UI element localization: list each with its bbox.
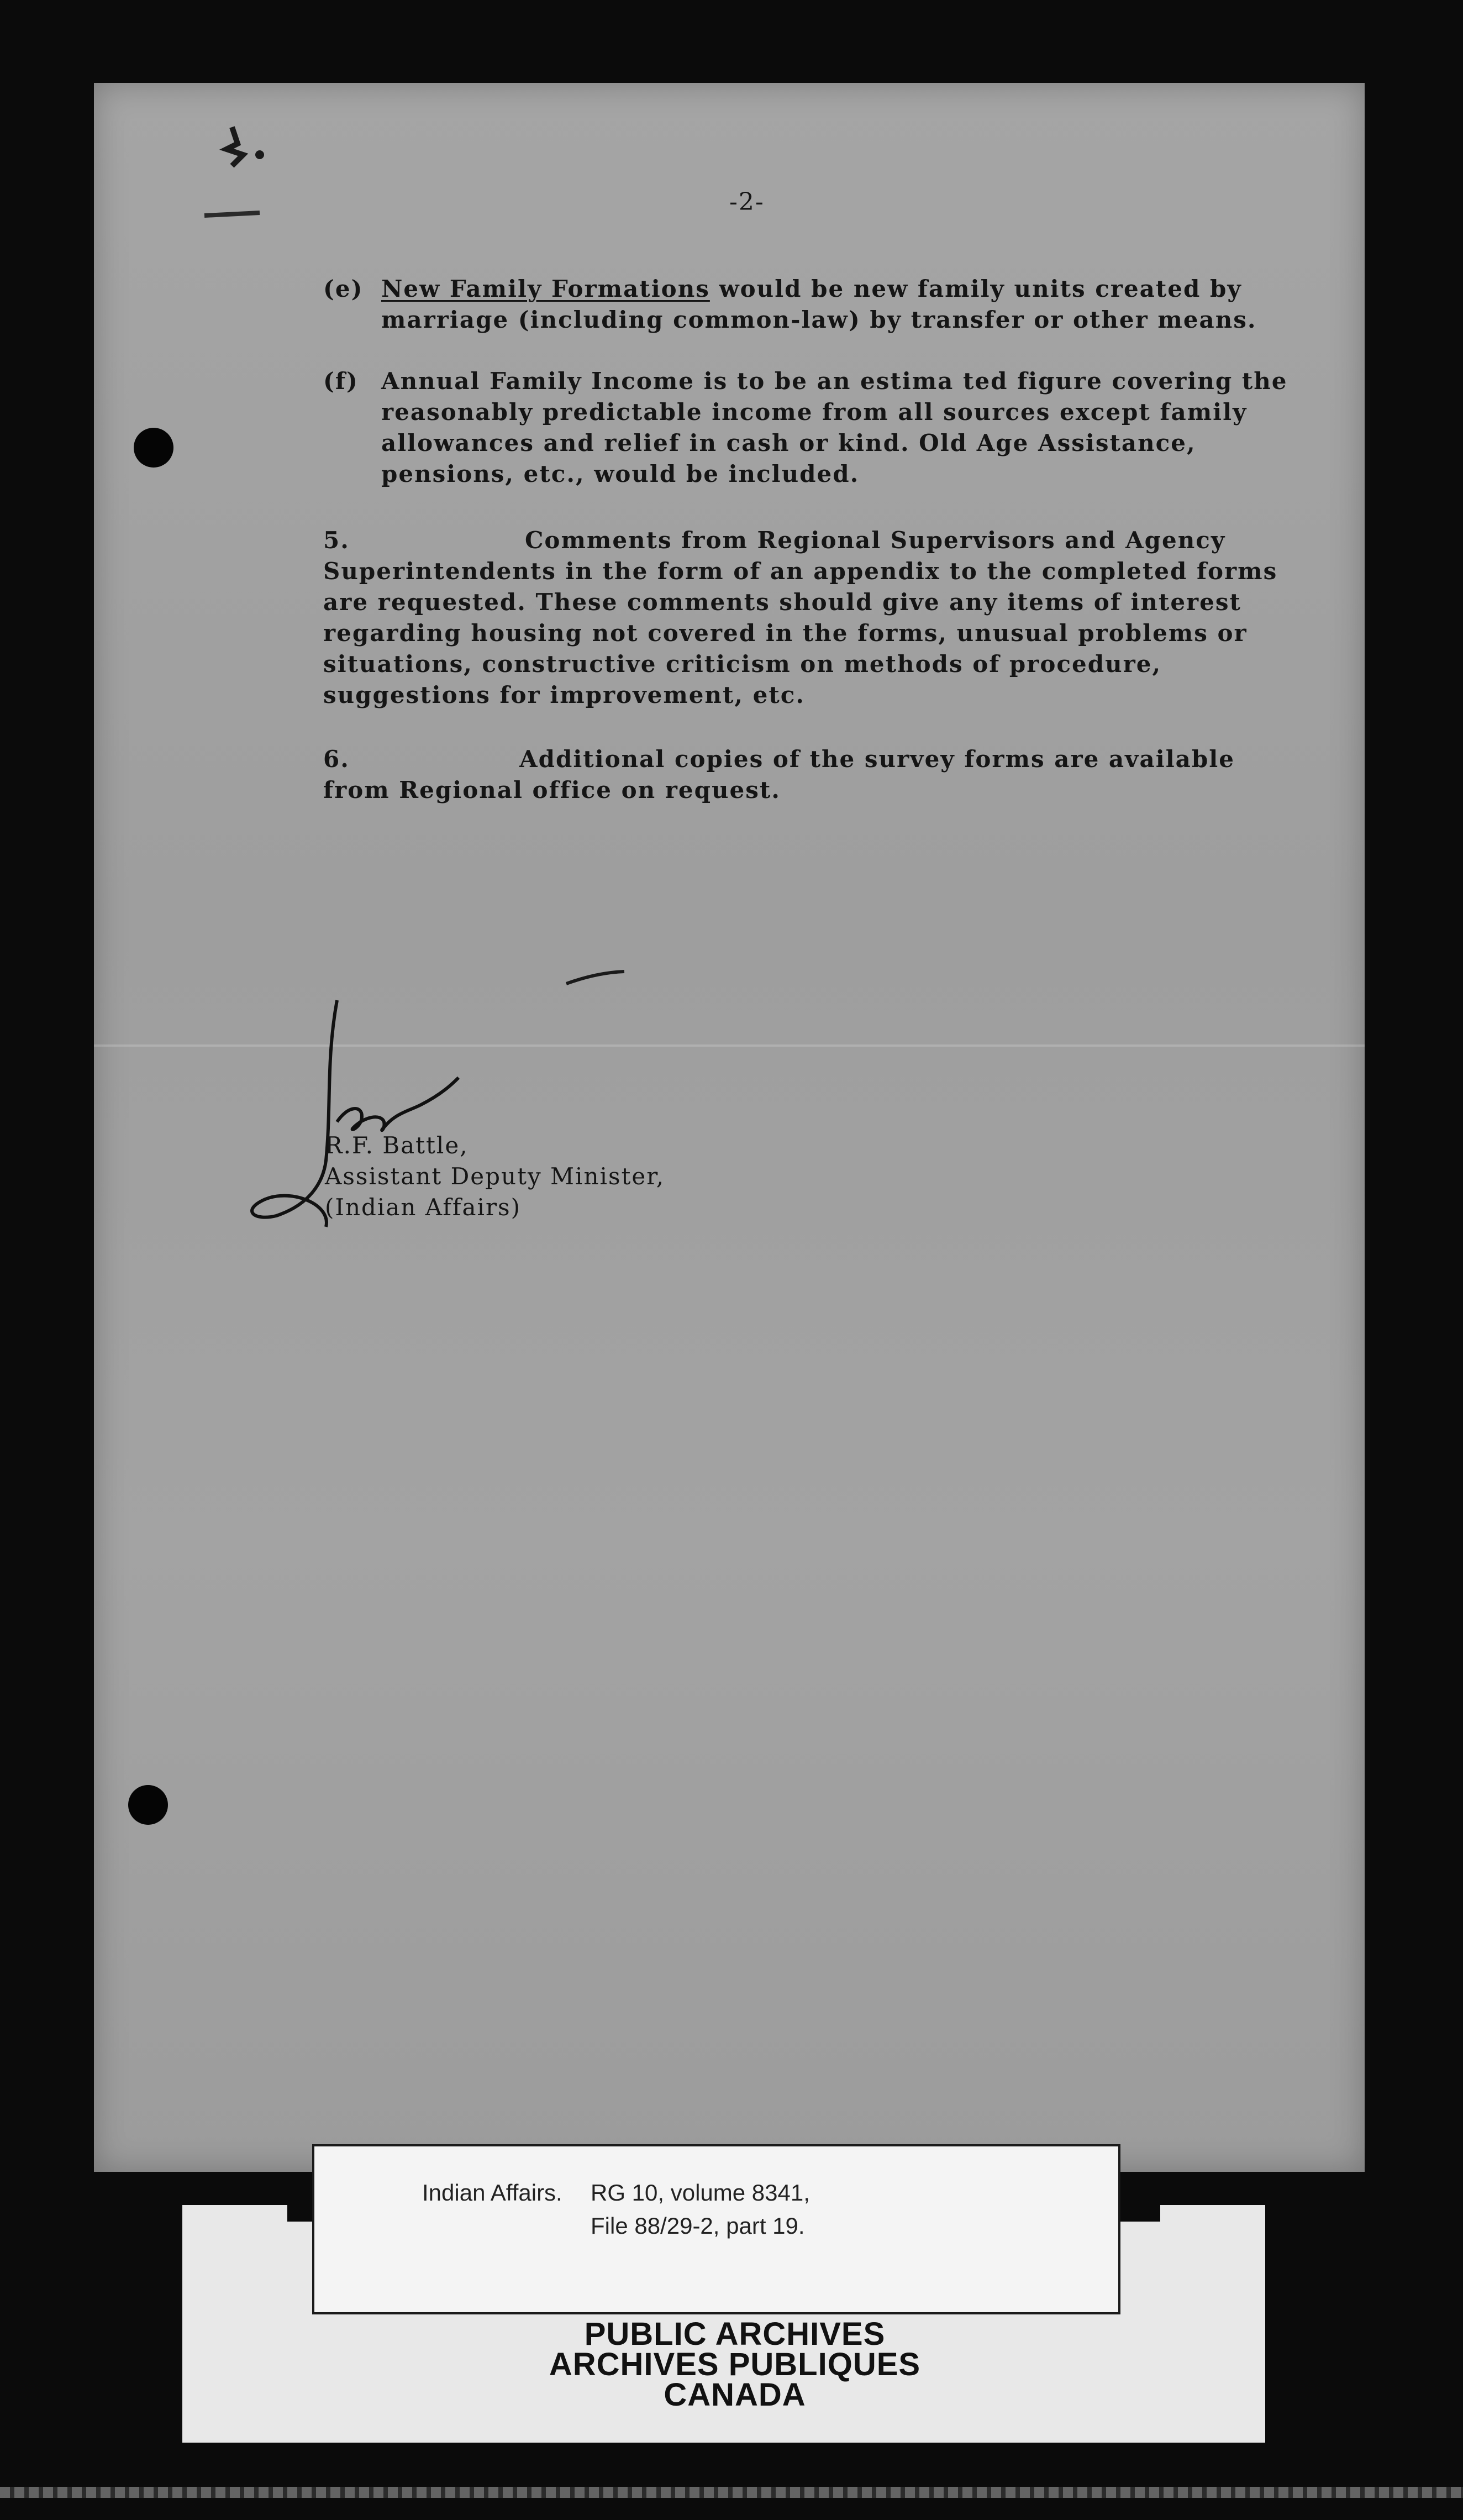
para-6-line-2: from Regional office on request. <box>323 776 781 804</box>
item-f-line-2: reasonably predictable income from all sources except family <box>381 398 1248 426</box>
para-5-number: 5. <box>323 527 350 554</box>
para-6-first-line: Additional copies of the survey forms are available <box>519 746 1235 773</box>
reference-line-1: RG 10, volume 8341, <box>591 2180 810 2206</box>
item-e-line-1 <box>381 274 1242 305</box>
item-e <box>323 274 363 305</box>
signature-block <box>325 1130 665 1223</box>
signatory-name: R.F. Battle, <box>325 1132 469 1159</box>
para-5-line-6: suggestions for improvement, etc. <box>323 681 805 708</box>
para-5-line-5: situations, constructive criticism on methods of procedure, <box>323 650 1162 678</box>
reference-line-2: File 88/29-2, part 19. <box>591 2213 805 2239</box>
punch-hole-bottom <box>128 1785 168 1825</box>
film-edge <box>0 2487 1463 2498</box>
page-number: -2- <box>729 188 765 216</box>
reference-slip <box>312 2144 1120 2314</box>
item-e-line-1-rest: would be new family units created by <box>709 275 1242 302</box>
item-f-line-4: pensions, etc., would be included. <box>381 460 860 487</box>
archives-stamp-line-3: CANADA <box>664 2377 806 2413</box>
para-6-number: 6. <box>323 746 350 773</box>
signatory-department: (Indian Affairs) <box>325 1194 521 1221</box>
item-e-term: New Family Formations <box>381 275 710 302</box>
document-page <box>94 83 1365 2172</box>
para-5-line-2: Superintendents in the form of an appendix to the completed forms <box>323 558 1278 585</box>
item-e-letter: (e) <box>323 275 364 302</box>
punch-hole-top <box>134 428 173 468</box>
item-f-line-3: allowances and relief in cash or kind. Old Age Assistance, <box>381 429 1196 456</box>
item-e-line-2: marriage (including common-law) by transfer or other means. <box>381 306 1257 333</box>
item-f-letter: (f) <box>323 368 359 395</box>
ink-smudge-mark <box>149 111 271 221</box>
item-f-line-1: Annual Family Income is to be an estima ted figure covering the <box>381 368 1288 395</box>
signatory-title: Assistant Deputy Minister, <box>325 1163 665 1190</box>
archives-stamp-line-1: PUBLIC ARCHIVES <box>584 2316 886 2352</box>
para-5-line-3: are requested. These comments should give any items of interest <box>323 589 1241 616</box>
archives-stamp-line-2: ARCHIVES PUBLIQUES <box>549 2346 921 2382</box>
reference-collection: Indian Affairs. <box>422 2180 562 2206</box>
para-5-line-4: regarding housing not covered in the forms, unusual problems or <box>323 620 1248 647</box>
para-5-first-line: Comments from Regional Supervisors and Agency <box>525 527 1226 554</box>
pen-dash-mark <box>564 967 630 989</box>
